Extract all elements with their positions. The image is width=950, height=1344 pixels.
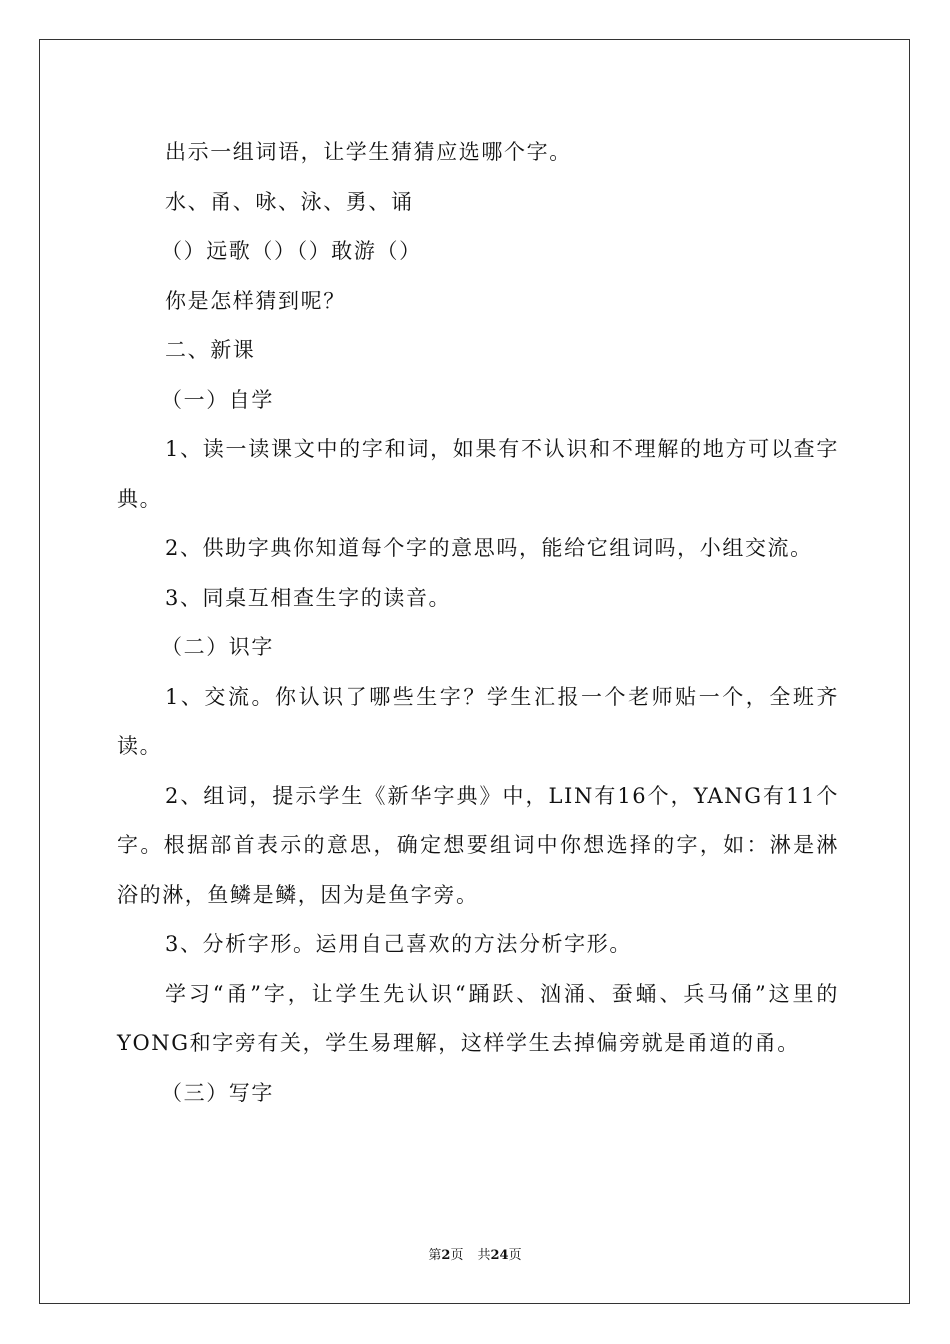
paragraph: 3、分析字形。运用自己喜欢的方法分析字形。 [165,932,632,956]
section-heading: 二、新课 [165,338,256,362]
page-total: 24 [490,1248,509,1263]
page-footer [0,1247,950,1265]
paragraph: 水、甬、咏、泳、勇、诵 [165,189,414,214]
subsection-heading: （二）识字 [161,635,274,659]
page-current: 2 [441,1248,451,1263]
total-prefix: 共 [477,1248,491,1263]
total-suffix: 页 [508,1248,522,1263]
paragraph: 1、读一读课文中的字和词，如果有不认识和不理解的地方可以查字典。 [117,437,839,511]
paragraph: 3、同桌互相查生字的读音。 [165,585,452,610]
document-body [117,128,839,1118]
paragraph: 1、交流。你认识了哪些生字？学生汇报一个老师贴一个，全班齐读。 [117,684,839,758]
subsection-heading: （三）写字 [161,1080,274,1105]
paragraph: 学习“甬”字，让学生先认识“踊跃、汹涌、蚕蛹、兵马俑”这里的YONG和字旁有关，学生易理解，这样学生去掉偏旁就是甬道的甬。 [117,981,839,1055]
paragraph: 出示一组词语，让学生猜猜应选哪个字。 [165,140,572,164]
page-prefix: 第 [428,1248,442,1263]
page-suffix: 页 [450,1248,464,1263]
subsection-heading: （一）自学 [161,387,274,412]
paragraph: （）远歌（）（）敢游（） [161,239,422,263]
paragraph: 你是怎样猜到呢？ [165,288,346,313]
paragraph: 2、供助字典你知道每个字的意思吗，能给它组词吗，小组交流。 [165,536,813,560]
paragraph: 2、组词，提示学生《新华字典》中，LIN有16个，YANG有11个字。根据部首表示的意思，确定想要组词中你想选择的字，如：淋是淋浴的淋，鱼鳞是鳞，因为是鱼字旁。 [117,783,839,907]
